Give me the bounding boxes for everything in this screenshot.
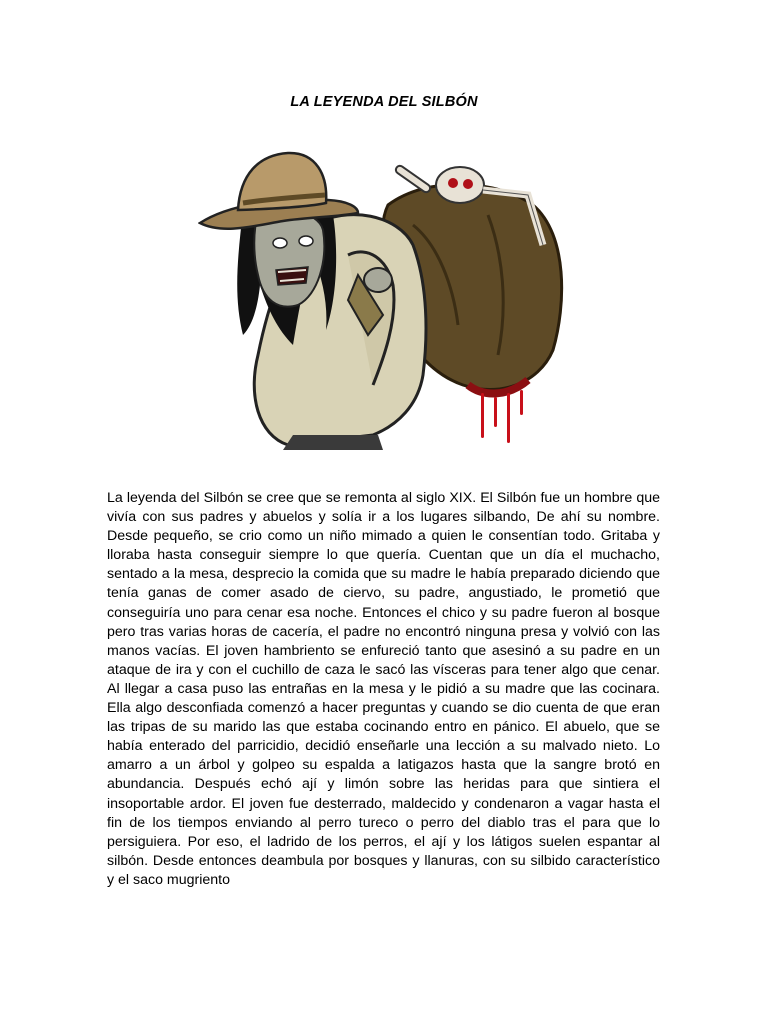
document-title: LA LEYENDA DEL SILBÓN [290, 94, 478, 110]
legend-body-text: La leyenda del Silbón se cree que se remonta al siglo XIX. El Silbón fue un hombre que vivía con sus padres y abuelos y solía ir a los lugares silbando, De ahí su nombre. Desde pequeño, se crio como un niño mimado a quien le consentían todo. Gritaba y lloraba hasta conseguir siempre lo que quería. Cuentan que un día el muchacho, sentado a la mesa, desprecio la comida que su madre le había preparado diciendo que tenía ganas de comer asado de ciervo, su padre, angustiado, le prometió que conseguiría uno para cenar esa noche. Entonces el chico y su padre fueron al bosque pero tras varias horas de cacería, el padre no encontró ninguna presa y volvió con las manos vacías. El joven hambriento se enfureció tanto que asesinó a su padre en un ataque de ira y con el cuchillo de caza le sacó las vísceras para tener algo que cenar. Al llegar a casa puso las entrañas en la mesa y le pidió a su madre que las cocinara. Ella algo desconfiada comenzó a hacer preguntas y cuando se dio cuenta de que eran las tripas de su marido las que estaba cocinando entro en pánico. El abuelo, que se había enterado del parricidio, decidió enseñarle una lección a su malvado nieto. Lo amarro a un árbol y golpeo su espalda a latigazos hasta que la sangre brotó en abundancia. Después echó ají y limón sobre las heridas para que sintiera el insoportable ardor. El joven fue desterrado, maldecido y condenaron a vagar hasta el fin de los tiempos enviando al perro tureco o perro del diablo tras el para que lo persiguiera. Por eso, el ladrido de los perros, el ají y los látigos suelen espantar al silbón. Desde entonces deambula por bosques y llanuras, con su silbido característico y el saco mugriento [107, 490, 660, 888]
silbon-illustration [198, 135, 568, 450]
